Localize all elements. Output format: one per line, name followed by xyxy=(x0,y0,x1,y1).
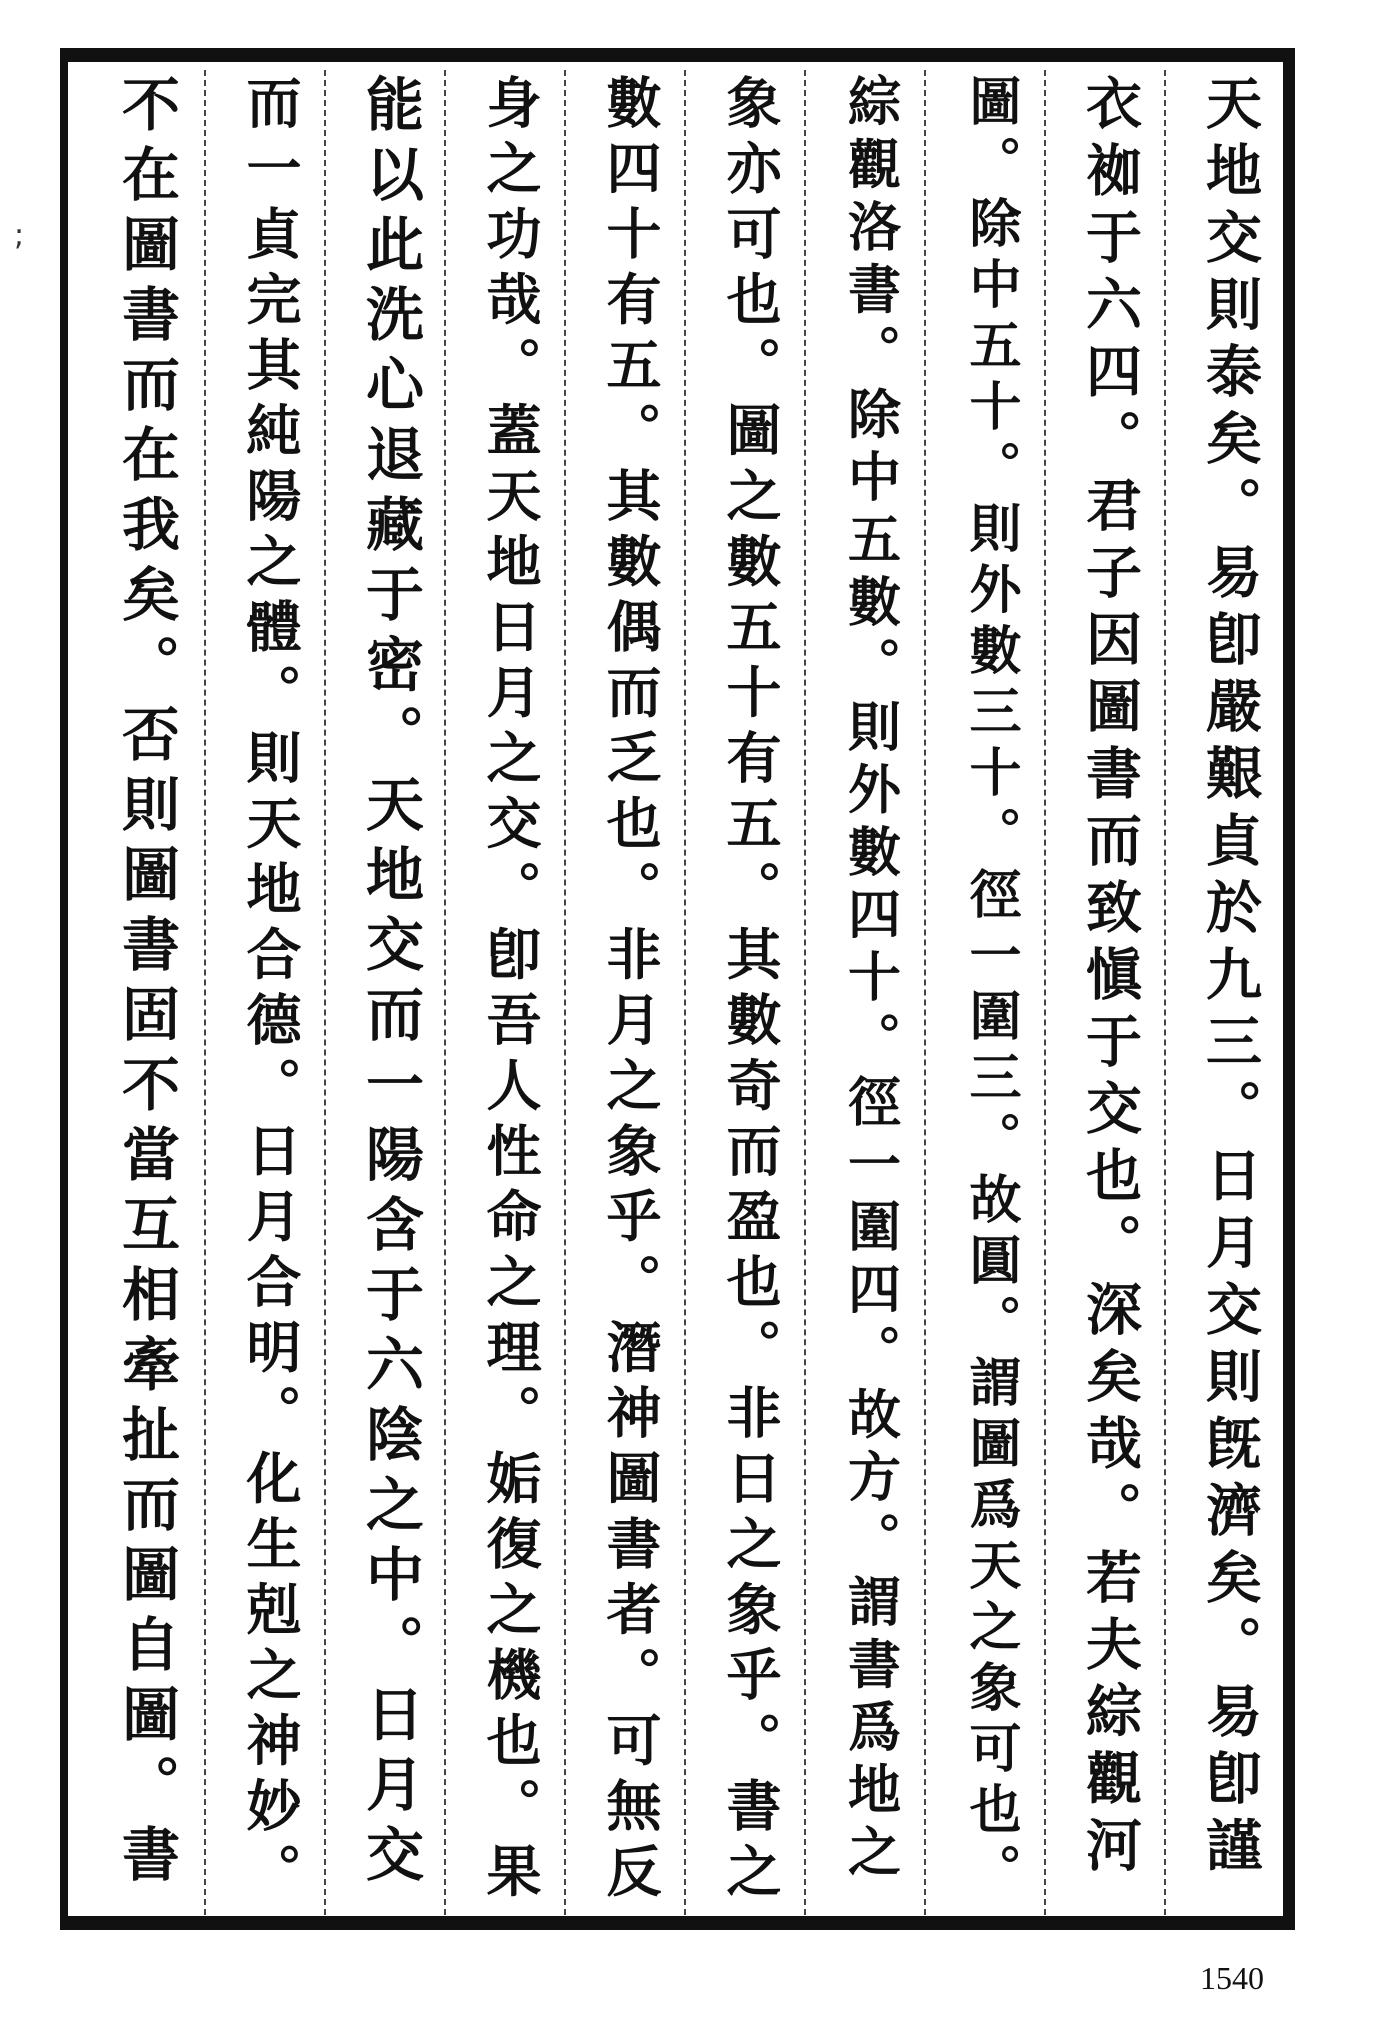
text-column-7 xyxy=(448,62,572,1924)
text-column-9 xyxy=(208,62,332,1924)
column-text: 身之功哉。蓋天地日月之交。卽吾人性命之理。姤復之機也。果 xyxy=(477,74,543,1908)
text-column-5 xyxy=(688,62,812,1924)
column-text: 圖。除中五十。則外數三十。徑一圍三。故圓。謂圖爲天之象可也。 xyxy=(960,74,1021,1904)
column-text: 綜觀洛書。除中五數。則外數四十。徑一圍四。故方。謂書爲地之 xyxy=(839,74,902,1887)
column-text: 數四十有五。其數偶而乏也。非月之象乎。潛神圖書者。可無反 xyxy=(597,74,663,1908)
column-text: 能以此洗心退藏于密。天地交而一陽含于六陰之中。日月交 xyxy=(356,74,424,1894)
column-text: 天地交則泰矣。易卽嚴艱貞於九三。日月交則旣濟矣。易卽謹 xyxy=(1197,74,1263,1883)
column-text: 而一貞完其純陽之體。則天地合德。日月合明。化生剋之神妙。 xyxy=(237,74,303,1908)
text-column-1 xyxy=(1168,62,1292,1924)
column-text: 不在圖書而在我矣。否則圖書固不當互相牽扯而圖自圖。書 xyxy=(112,74,180,1894)
text-column-10 xyxy=(84,62,208,1924)
edge-mark: ; xyxy=(14,218,25,253)
column-text: 象亦可也。圖之數五十有五。其數奇而盈也。非日之象乎。書之 xyxy=(717,74,783,1908)
text-column-4 xyxy=(808,62,932,1924)
text-column-6 xyxy=(568,62,692,1924)
text-column-8 xyxy=(328,62,452,1924)
page-number: 1540 xyxy=(1200,1960,1264,1996)
text-column-2 xyxy=(1048,62,1172,1924)
column-text: 衣袽于六四。君子因圖書而致愼于交也。深矣哉。若夫綜觀河 xyxy=(1077,74,1143,1883)
text-column-3 xyxy=(928,62,1052,1924)
